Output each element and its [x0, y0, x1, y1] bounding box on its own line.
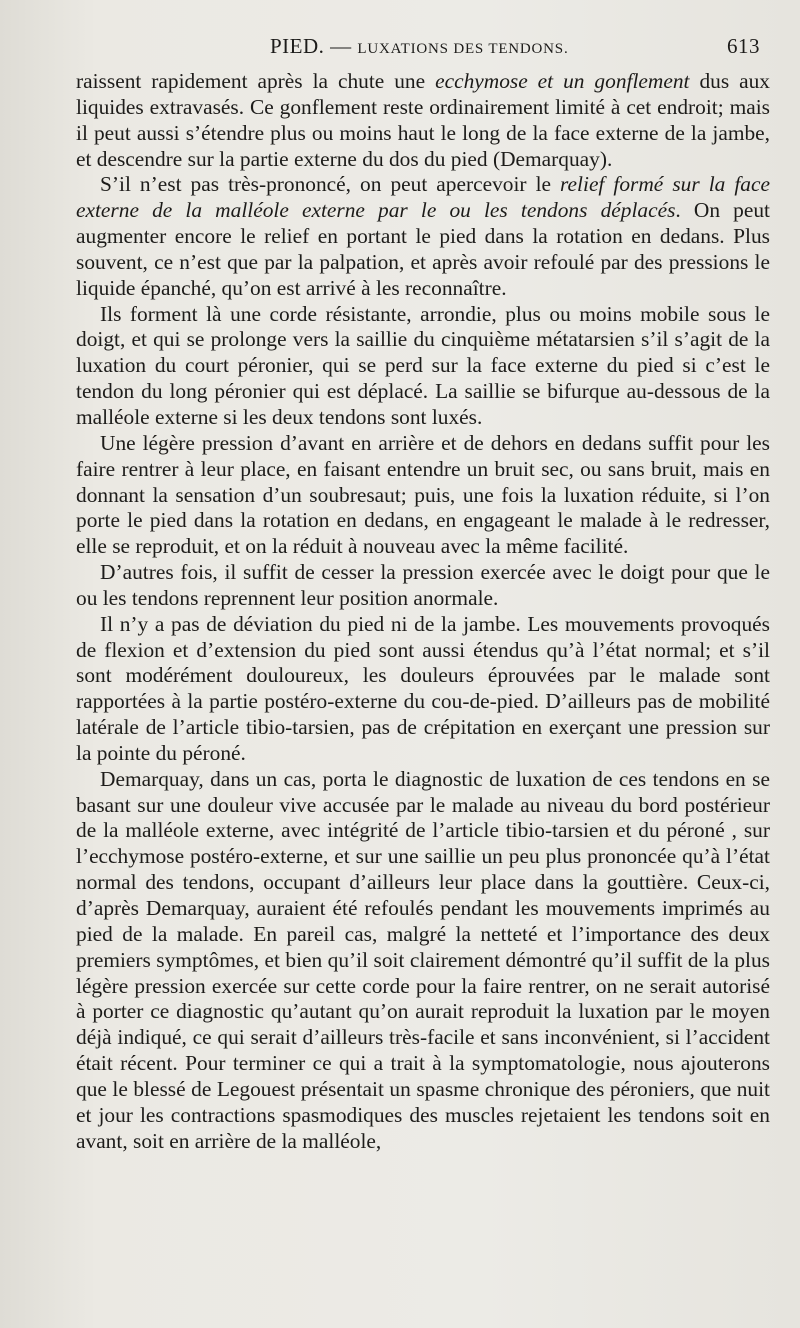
paragraph: [76, 612, 770, 767]
running-header: [76, 30, 770, 60]
paragraph: [76, 302, 770, 431]
paragraph: [76, 767, 770, 1155]
text-run: raissent rapidement après la chute une: [76, 69, 436, 93]
paragraph: [76, 431, 770, 560]
text-run: D’autres fois, il suffit de cesser la pression exercée avec le doigt pour que le ou les tendons reprennent leur position anormale.: [76, 560, 770, 610]
text-run: Il n’y a pas de déviation du pied ni de la jambe. Les mouvements provoqués de flexion et d’extension du pied sont aussi étendus qu’à l’état normal; et s’il sont modérément douloureux, les douleurs éprouvées par le malade sont rapportées à la partie postéro-externe du cou-de-pied. D’ailleurs pas de mobilité latérale de l’article tibio-tarsien, pas de crépitation en exerçant une pression sur la pointe du péroné.: [76, 611, 770, 765]
paragraph: [76, 560, 770, 612]
running-title: [270, 34, 569, 59]
text-run: Demarquay, dans un cas, porta le diagnostic de luxation de ces tendons en se basant sur une douleur vive accusée par le malade au niveau du bord postérieur de la malléole externe, avec intégrité de l’article tibio-tarsien et du péroné , sur l’ecchymose postéro-externe, et sur une saillie un peu plus prononcée qu’à l’état normal des tendons, occupant d’ailleurs leur place dans la gouttière. Ceux-ci, d’après Demarquay, auraient été refoulés pendant les mouvements imprimés au pied de la malade. En pareil cas, malgré la netteté et l’importance des deux premiers symptômes, et bien qu’il soit clairement démontré qu’il suffit de la plus légère pression exercée sur cette corde pour la faire rentrer, on ne serait autorisé à porter ce diagnostic qu’autant qu’on aurait reproduit la luxation par le moyen déjà indiqué, ce qui serait d’ailleurs très-facile et sans inconvénient, si l’accident était récent. Pour terminer ce qui a trait à la symptomatologie, nous ajouterons que le blessé de Legouest présentait un spasme chronique des péroniers, que nuit et jour les contractions spasmodiques des muscles rejetaient les tendons soit en avant, soit en arrière de la malléole,: [76, 766, 770, 1153]
running-title-section: LUXATIONS DES TENDONS.: [357, 41, 569, 57]
paragraph: [76, 172, 770, 301]
page-number: 613: [727, 34, 760, 58]
italic-phrase: ecchymose et un gonflement: [435, 69, 690, 93]
body-text: [76, 69, 770, 1154]
text-run: S’il n’est pas très-prononcé, on peut apercevoir le: [100, 172, 561, 197]
text-run: . On peut augmenter encore le relief en portant le pied dans la rotation en dedans. Plus souvent, ce n’est que par la palpation, et après avoir refoulé par des pressions le liquide épanché, qu’on est arrivé à les reconnaître.: [76, 198, 770, 300]
running-title-main: PIED. —: [270, 34, 352, 58]
paragraph: [76, 69, 770, 172]
text-run: Ils forment là une corde résistante, arrondie, plus ou moins mobile sous le doigt, et qui se prolonge vers la saillie du cinquième métatarsien s’il s’agit de la luxation du court péronier, qui se perd sur la face externe du pied si c’est le tendon du long péronier qui est déplacé. La saillie se bifurque au-dessous de la malléole externe si les deux tendons sont luxés.: [76, 301, 770, 429]
text-run: Une légère pression d’avant en arrière et de dehors en dedans suffit pour les faire rentrer à leur place, en faisant entendre un bruit sec, ou sans bruit, mais en donnant la sensation d’un soubresaut; puis, une fois la luxation réduite, si l’on porte le pied dans la rotation en dedans, en engageant le malade à le redresser, elle se reproduit, et on la réduit à nouveau avec la même facilité.: [76, 430, 770, 559]
text-run: dus aux liquides extravasés. Ce gonflement reste ordinairement limité à cet endroit; mais il peut aussi s’étendre plus ou moins haut le long de la face externe de la jambe, et descendre sur la partie externe du dos du pied (Demarquay).: [76, 69, 771, 171]
italic-phrase: relief formé sur la face externe de la malléole externe par le ou les tendons déplacés: [76, 172, 770, 223]
